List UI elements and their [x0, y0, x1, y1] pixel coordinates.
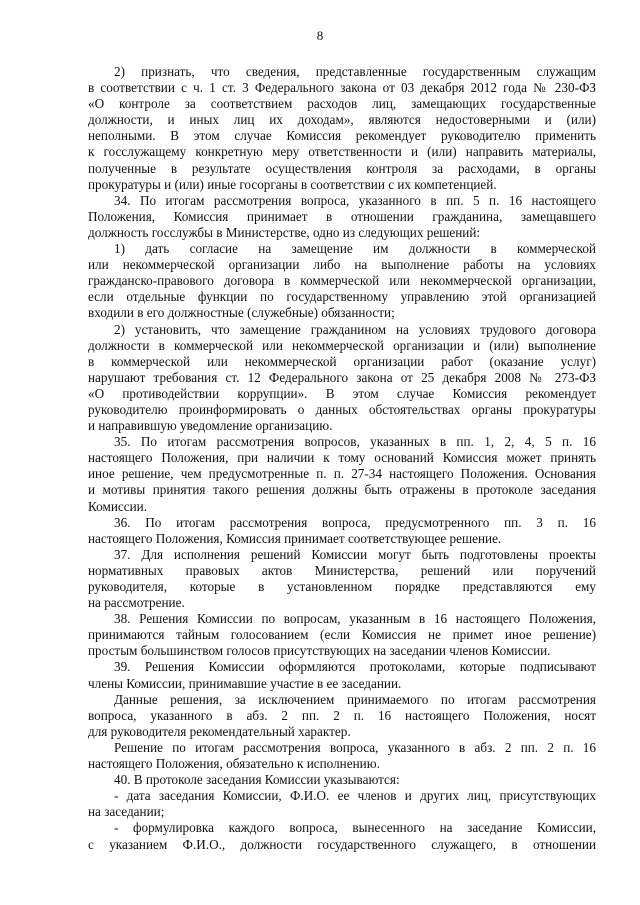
paragraph — [88, 322, 596, 435]
text-line: Данные решения, за исключением принимаемого по итогам рассмотрения — [114, 691, 596, 707]
page-number: 8 — [316, 28, 324, 43]
text-line: для руководителя рекомендательный характер. — [88, 723, 351, 739]
paragraph — [88, 772, 596, 788]
paragraph — [88, 788, 596, 820]
text-line: 35. По итогам рассмотрения вопросов, указанных в пп. 1, 2, 4, 5 п. 16 — [114, 434, 596, 450]
paragraph — [88, 241, 596, 321]
text-line: «О противодействии коррупции». В этом случае Комиссия рекомендует — [88, 385, 596, 401]
text-line: с указанием Ф.И.О., должности государственного служащего, в отношении — [88, 836, 596, 852]
text-line: прокуратуры и (или) иные госорганы в соответствии с их компетенцией. — [88, 176, 497, 192]
text-line: входили в его должностные (служебные) обязанности; — [88, 305, 395, 321]
paragraph — [88, 659, 596, 691]
paragraph — [88, 547, 596, 611]
text-line: «О контроле за соответствием расходов лиц, замещающих государственные — [88, 96, 596, 112]
paragraph — [88, 64, 596, 193]
paragraph — [88, 193, 596, 241]
text-line: члены Комиссии, принимавшие участие в ее заседании. — [88, 675, 402, 691]
text-line: должности, и иных лиц их доходам», являются недостоверными и (или) — [88, 112, 596, 128]
body-text — [88, 64, 596, 853]
text-line: 38. Решения Комиссии по вопросам, указанным в 16 настоящего Положения, — [114, 611, 596, 627]
text-line: на рассмотрение. — [88, 595, 185, 611]
text-line: нормативных правовых актов Министерства, решений или поручений — [88, 562, 596, 578]
text-line: Положения, Комиссия принимает в отношении гражданина, замещавшего — [88, 208, 596, 224]
text-line: 2) признать, что сведения, представленные государственным служащим — [114, 64, 596, 79]
text-line: и направившую уведомление организацию. — [88, 418, 333, 434]
text-line: Решение по итогам рассмотрения вопроса, указанного в абз. 2 пп. 2 п. 16 — [114, 739, 596, 755]
text-line: если отдельные функции по государственному управлению этой организацией — [88, 289, 596, 305]
text-line: неполными. В этом случае Комиссия рекомендует руководителю применить — [88, 128, 596, 144]
text-line: должность госслужбы в Министерстве, одно из следующих решений: — [88, 224, 481, 240]
paragraph — [88, 820, 596, 852]
text-line: 40. В протоколе заседания Комиссии указываются: — [114, 772, 400, 788]
text-line: 36. По итогам рассмотрения вопроса, предусмотренного пп. 3 п. 16 — [114, 514, 596, 530]
text-line: или некоммерческой организации либо на выполнение работы на условиях — [88, 257, 596, 273]
text-line: руководителю проинформировать о данных обстоятельствах органы прокуратуры — [88, 401, 596, 417]
text-line: руководителя, которые в установленном порядке представляются ему — [88, 579, 596, 594]
paragraph — [88, 515, 596, 547]
text-line: должности в коммерческой или некоммерческой организации и (или) выполнение — [88, 337, 596, 353]
text-line: - дата заседания Комиссии, Ф.И.О. ее членов и других лиц, присутствующих — [114, 788, 596, 804]
text-line: в соответствии с ч. 1 ст. 3 Федерального закона от 03 декабря 2012 года № 230-ФЗ — [88, 80, 596, 96]
paragraph — [88, 740, 596, 772]
text-line: настоящего Положения, Комиссия принимает соответствующее решение. — [88, 530, 502, 546]
text-line: вопроса, указанного в абз. 2 пп. 2 п. 16 настоящего Положения, носят — [88, 707, 596, 723]
text-line: к госслужащему конкретную меру ответственности и (или) направить материалы, — [88, 144, 596, 160]
text-line: иное решение, чем предусмотренные п. п. 27-34 настоящего Положения. Основания — [88, 466, 596, 482]
text-line: 39. Решения Комиссии оформляются протоколами, которые подписывают — [114, 659, 596, 675]
paragraph — [88, 692, 596, 740]
text-line: 1) дать согласие на замещение им должности в коммерческой — [114, 241, 596, 257]
text-line: 34. По итогам рассмотрения вопроса, указанного в пп. 5 п. 16 настоящего — [114, 192, 596, 208]
text-line: настоящего Положения, при наличии к тому оснований Комиссия может принять — [88, 450, 596, 466]
text-line: в коммерческой или некоммерческой организации работ (оказание услуг) — [88, 353, 596, 369]
paragraph — [88, 434, 596, 514]
text-line: полученные в результате осуществления контроля за расходами, в органы — [88, 160, 596, 176]
text-line: 37. Для исполнения решений Комиссии могут быть подготовлены проекты — [114, 546, 596, 562]
text-line: на заседании; — [88, 804, 165, 820]
text-line: - формулировка каждого вопроса, вынесенного на заседание Комиссии, — [114, 820, 596, 836]
text-line: 2) установить, что замещение гражданином на условиях трудового договора — [114, 321, 596, 337]
text-line: и мотивы принятия такого решения должны быть отражены в протоколе заседания — [88, 482, 596, 498]
text-line: Комиссии. — [88, 498, 148, 514]
paragraph — [88, 611, 596, 659]
text-line: нарушают требования ст. 12 Федерального закона от 25 декабря 2008 № 273-ФЗ — [88, 369, 596, 385]
text-line: настоящего Положения, обязательно к исполнению. — [88, 756, 380, 772]
text-line: гражданско-правового договора в коммерческой или некоммерческой организации, — [88, 273, 596, 289]
text-line: простым большинством голосов присутствующих на заседании членов Комиссии. — [88, 643, 551, 659]
text-line: принимаются тайным голосованием (если Комиссия не примет иное решение) — [88, 627, 596, 643]
